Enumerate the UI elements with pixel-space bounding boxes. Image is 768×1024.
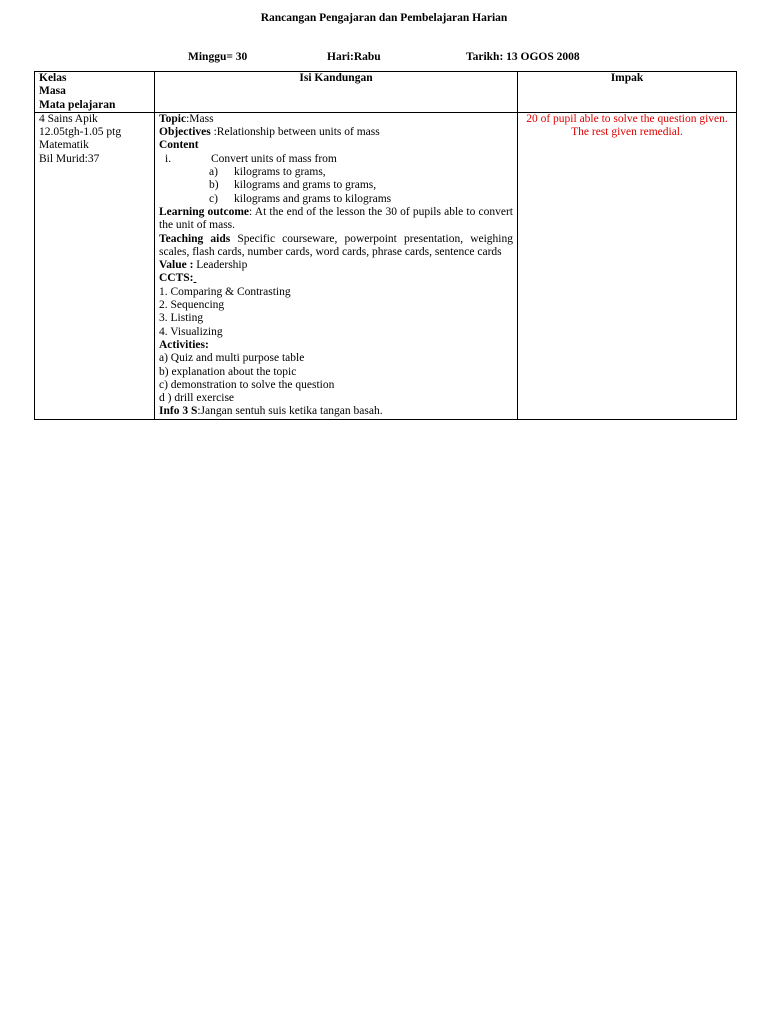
- header-impak: Impak: [518, 72, 737, 113]
- content-sub-item: [159, 179, 513, 192]
- sub-item-text: kilograms and grams to kilograms: [234, 192, 392, 205]
- content-label: Content: [159, 139, 199, 152]
- subject-name: Matematik: [39, 139, 89, 152]
- activity-item: c) demonstration to solve the question: [159, 378, 335, 391]
- ccts-label-text: CCTS:: [159, 272, 194, 285]
- value-line: [159, 259, 513, 272]
- ccts-label: [159, 272, 513, 285]
- header-mata-pelajaran: Mata pelajaran: [39, 98, 116, 111]
- objectives-label: Objectives: [159, 126, 211, 139]
- lesson-plan-table: [34, 71, 737, 420]
- info-value: :Jangan sentuh suis ketika tangan basah.: [197, 405, 383, 418]
- sub-item-number: c): [209, 192, 218, 205]
- info-line: [159, 405, 513, 418]
- header-isi-kandungan: Isi Kandungan: [155, 72, 518, 113]
- ccts-item: 2. Sequencing: [159, 299, 225, 312]
- activity-item: a) Quiz and multi purpose table: [159, 352, 305, 365]
- learning-outcome-label: Learning outcome: [159, 205, 250, 218]
- class-info-cell: [35, 112, 155, 419]
- topic-line: [159, 113, 513, 126]
- header-class-time-subject: [35, 72, 155, 113]
- activity-item: d ) drill exercise: [159, 392, 235, 405]
- activity-item: b) explanation about the topic: [159, 365, 297, 378]
- sub-item-number: a): [209, 166, 218, 179]
- week-label: Minggu= 30: [188, 51, 248, 63]
- ccts-item: 4. Visualizing: [159, 325, 223, 338]
- student-count: Bil Murid:37: [39, 152, 100, 165]
- impak-cell: [518, 112, 737, 419]
- table-row: [35, 112, 737, 419]
- document-title: Rancangan Pengajaran dan Pembelajaran Harian: [260, 12, 508, 24]
- sub-item-number: b): [209, 179, 219, 192]
- day-label: Hari:Rabu: [327, 51, 381, 63]
- teaching-aids-label: Teaching aids: [159, 232, 231, 245]
- content-cell: [155, 112, 518, 419]
- topic-label: Topic: [159, 112, 187, 125]
- header-kelas: Kelas: [39, 72, 67, 84]
- content-item: [159, 153, 513, 166]
- content-item-number: i.: [165, 152, 172, 165]
- activities-label: Activities:: [159, 338, 209, 351]
- impak-text: 20 of pupil able to solve the question given. The rest given remedial.: [526, 112, 728, 139]
- topic-value: :Mass: [186, 112, 214, 125]
- ccts-item: 1. Comparing & Contrasting: [159, 285, 291, 298]
- content-sub-item: [159, 166, 513, 179]
- objectives-value: :Relationship between units of mass: [210, 126, 380, 139]
- ccts-item: 3. Listing: [159, 312, 204, 325]
- ccts-underline: [194, 272, 197, 284]
- objectives-line: [159, 126, 513, 139]
- header-masa: Masa: [39, 85, 66, 98]
- class-time: 12.05tgh-1.05 ptg: [39, 126, 122, 139]
- value-value: Leadership: [193, 259, 248, 272]
- class-name: 4 Sains Apik: [39, 112, 98, 125]
- sub-item-text: kilograms to grams,: [234, 166, 326, 179]
- learning-outcome: [159, 206, 513, 233]
- sub-item-text: kilograms and grams to grams,: [234, 179, 377, 192]
- learning-outcome-value: : At the end of the lesson the 30 of pupils able to convert the unit of mass.: [159, 205, 513, 232]
- teaching-aids: [159, 233, 513, 260]
- value-label: Value :: [159, 259, 194, 272]
- content-sub-item: [159, 193, 513, 206]
- info-label: Info 3 S: [159, 405, 198, 418]
- content-item-text: Convert units of mass from: [211, 152, 337, 165]
- teaching-aids-value: Specific courseware, powerpoint presentation, weighing scales, flash cards, number cards, word cards, phrase cards, sentence cards: [159, 232, 513, 258]
- table-header-row: [35, 72, 737, 113]
- date-label: Tarikh: 13 OGOS 2008: [466, 51, 580, 63]
